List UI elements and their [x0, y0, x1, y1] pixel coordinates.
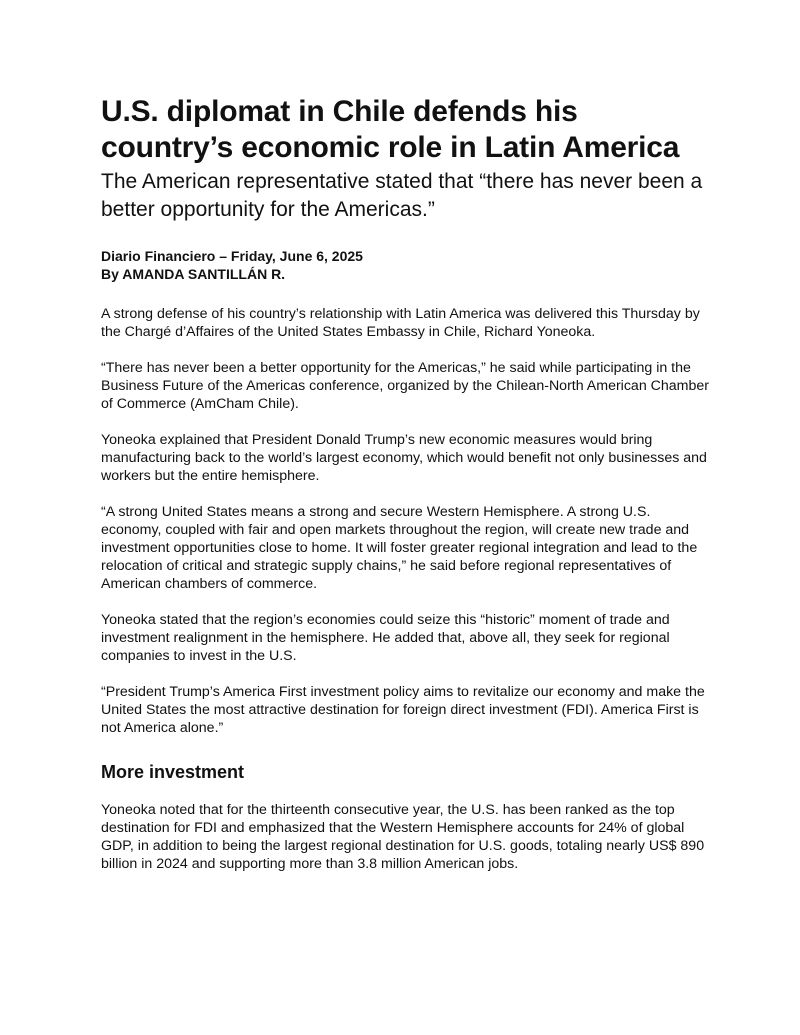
source-date: Diario Financiero – Friday, June 6, 2025: [101, 248, 363, 264]
paragraph: “There has never been a better opportunity for the Americas,” he said while participating in the Business Future of the Americas conference, organized by the Chilean-North American Chamber of Commerce (AmCham Chile).: [101, 360, 710, 412]
headline: U.S. diplomat in Chile defends his country’s economic role in Latin America: [101, 95, 680, 164]
subheadline: The American representative stated that “there has never been a better opportunity for the Americas.”: [101, 170, 703, 221]
section-heading: More investment: [101, 762, 245, 782]
byline: By AMANDA SANTILLÁN R.: [101, 266, 286, 282]
paragraph: “President Trump’s America First investment policy aims to revitalize our economy and make the United States the most attractive destination for foreign direct investment (FDI). America First is not America alone.”: [101, 684, 705, 736]
paragraph: A strong defense of his country’s relationship with Latin America was delivered this Thursday by the Chargé d’Affaires of the United States Embassy in Chile, Richard Yoneoka.: [101, 306, 700, 340]
article: [101, 94, 711, 891]
byline-block: [101, 247, 711, 283]
paragraph: Yoneoka noted that for the thirteenth consecutive year, the U.S. has been ranked as the top destination for FDI and emphasized that the Western Hemisphere accounts for 24% of global GDP, in addition to being the largest regional destination for U.S. goods, totaling nearly US$ 890 billion in 2024 and supporting more than 3.8 million American jobs.: [101, 802, 705, 872]
paragraph: Yoneoka explained that President Donald Trump’s new economic measures would bring manufacturing back to the world’s largest economy, which would benefit not only businesses and workers but the entire hemisphere.: [101, 432, 707, 484]
paragraph: “A strong United States means a strong and secure Western Hemisphere. A strong U.S. economy, coupled with fair and open markets throughout the region, will create new trade and investment opportunities close to home. It will foster greater regional integration and lead to the relocation of critical and strategic supply chains,” he said before regional representatives of American chambers of commerce.: [101, 504, 698, 592]
article-body: [101, 305, 711, 873]
paragraph: Yoneoka stated that the region’s economies could seize this “historic” moment of trade and investment realignment in the hemisphere. He added that, above all, they seek for regional companies to invest in the U.S.: [101, 612, 670, 664]
